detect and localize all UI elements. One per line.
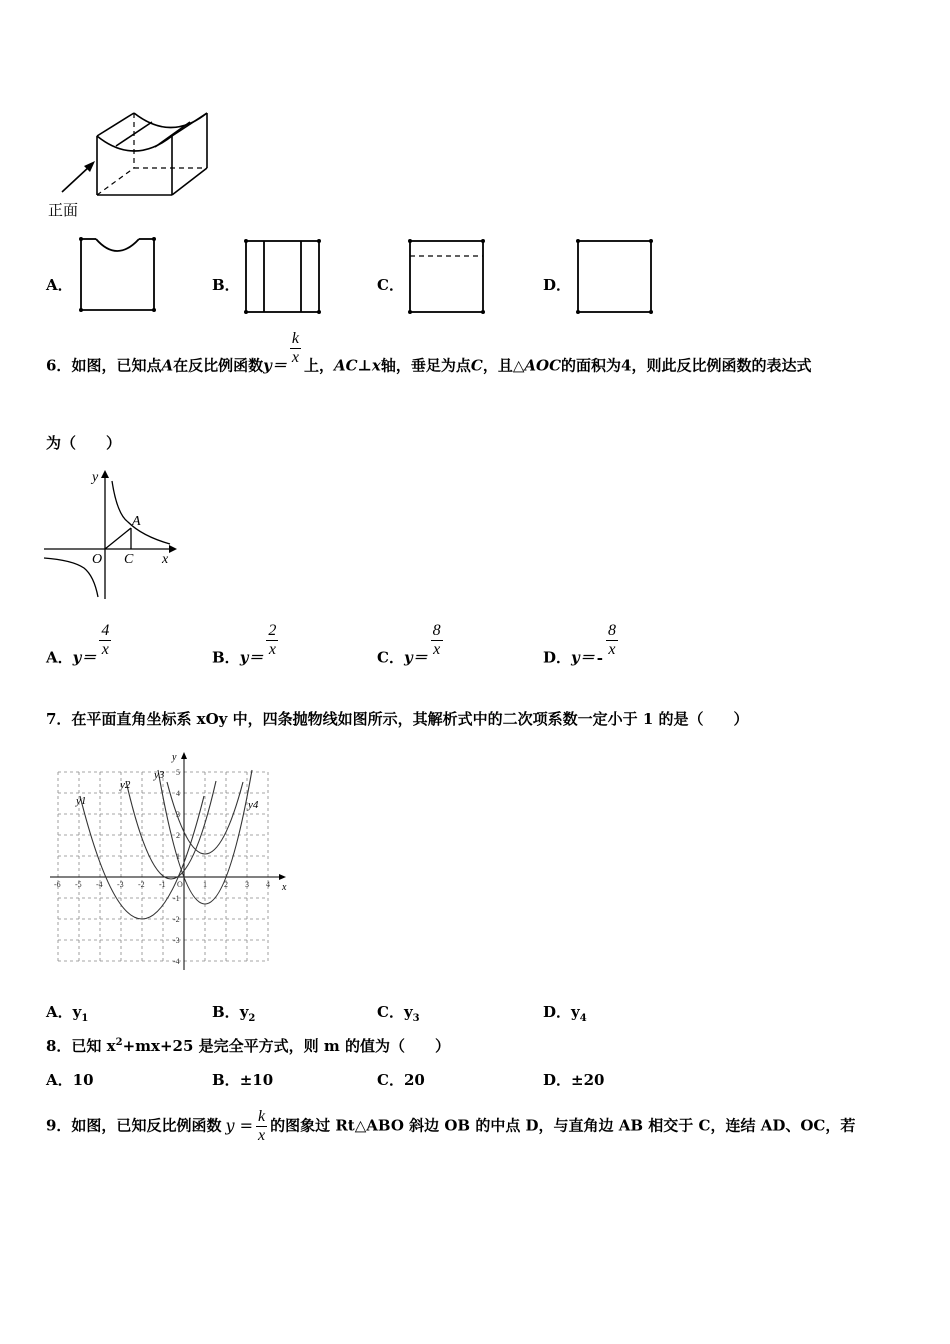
q7-xtick: 3 bbox=[245, 880, 249, 889]
q6-text-3: 上， bbox=[303, 356, 334, 375]
q6-ac-perp: AC⊥x bbox=[333, 356, 381, 375]
q7-ytick: 1 bbox=[176, 852, 180, 861]
q7-xtick: -4 bbox=[96, 880, 103, 889]
q7-option-a-sub: 1 bbox=[81, 1013, 89, 1024]
q6-option-c[interactable] bbox=[377, 622, 446, 677]
q6-text-4: 轴，垂足为点 bbox=[380, 356, 471, 375]
q7-option-a-var: y bbox=[72, 1003, 82, 1021]
q6-option-d-lhs: y＝ bbox=[571, 648, 595, 667]
q7-option-b[interactable] bbox=[212, 1001, 255, 1024]
q7-graph-y2-label: y2 bbox=[120, 779, 131, 791]
q7-ytick: -2 bbox=[173, 915, 180, 924]
q6-option-d-num: 8 bbox=[607, 622, 616, 639]
hyperbola-branch-1 bbox=[112, 481, 170, 544]
q6-stem bbox=[46, 330, 812, 385]
q7-xtick: -1 bbox=[159, 880, 166, 889]
q7-graph-y3-label: y3 bbox=[154, 769, 165, 781]
q6-func-y: y＝ bbox=[263, 356, 287, 375]
q7-ytick: 3 bbox=[176, 810, 180, 819]
q7-xtick: 1 bbox=[203, 880, 207, 889]
q7-graph-y-label: y bbox=[172, 752, 177, 763]
q7-option-c[interactable] bbox=[377, 1001, 420, 1024]
q9-frac-den: x bbox=[257, 1127, 266, 1144]
q7-option-d-var: y bbox=[571, 1003, 580, 1021]
q5-option-c-label[interactable]: C． bbox=[377, 276, 404, 294]
q9-func-y: y = bbox=[225, 1115, 253, 1135]
q7-xtick: -6 bbox=[54, 880, 61, 889]
q6-option-c-letter: C． bbox=[377, 648, 404, 667]
q8-option-b-value: ±10 bbox=[239, 1071, 274, 1089]
q6-option-d-den: x bbox=[608, 641, 616, 658]
q6-option-b-lhs: y＝ bbox=[239, 648, 264, 667]
q6-point-a: A bbox=[161, 356, 174, 375]
q7-option-d-sub: 4 bbox=[579, 1013, 587, 1024]
q6-fraction bbox=[290, 330, 301, 367]
q6-point-c: C bbox=[470, 356, 483, 375]
q6-graph-x-label: x bbox=[162, 552, 169, 567]
q6-option-c-den: x bbox=[433, 641, 441, 658]
q7-ytick: -1 bbox=[173, 894, 180, 903]
q6-option-a-num: 4 bbox=[101, 622, 110, 639]
q8-option-c-letter: C． bbox=[377, 1071, 404, 1089]
q8-option-d-letter: D． bbox=[543, 1071, 572, 1089]
q6-option-b-den: x bbox=[268, 641, 276, 658]
q6-graph-c-label: C bbox=[124, 552, 134, 567]
q9-stem bbox=[46, 1108, 855, 1145]
q6-graph-y-label: y bbox=[92, 470, 99, 485]
q7-ytick: 2 bbox=[176, 831, 180, 840]
q5-option-a-label[interactable]: A． bbox=[46, 276, 73, 294]
q6-option-a[interactable] bbox=[46, 622, 114, 677]
q6-graph-o-label: O bbox=[92, 552, 103, 567]
q5-option-d-figure[interactable] bbox=[573, 236, 657, 316]
q6-option-d-fraction bbox=[606, 622, 618, 659]
q9-frac-num: k bbox=[257, 1108, 266, 1125]
q8-option-b-letter: B． bbox=[212, 1071, 240, 1089]
q6-text-6: 的面积为4，则此反比例函数的表达式 bbox=[561, 356, 812, 375]
q7-parabola-graph bbox=[46, 748, 296, 976]
q7-xtick: 4 bbox=[266, 880, 270, 889]
q7-xtick: -3 bbox=[117, 880, 124, 889]
q8-option-a-letter: A． bbox=[46, 1071, 73, 1089]
q9-text-1: 9．如图，已知反比例函数 bbox=[46, 1116, 222, 1135]
q6-stem-line2: 为（ ） bbox=[46, 434, 122, 452]
q8-text-1: 8．已知 x bbox=[46, 1037, 116, 1055]
q6-option-c-lhs: y＝ bbox=[403, 648, 428, 667]
q9-text-2: 的图象过 Rt△ABO 斜边 OB 的中点 D，与直角边 AB 相交于 C，连结 AD、OC，若 bbox=[270, 1116, 856, 1135]
q5-option-c-figure[interactable] bbox=[405, 236, 489, 316]
q6-option-d[interactable] bbox=[543, 622, 621, 677]
q6-option-b-num: 2 bbox=[268, 622, 277, 639]
q7-ytick: -3 bbox=[173, 936, 180, 945]
q8-superscript: 2 bbox=[115, 1037, 123, 1048]
q8-option-d[interactable] bbox=[543, 1069, 604, 1090]
q8-option-a[interactable] bbox=[46, 1069, 94, 1090]
q5-option-b-label[interactable]: B． bbox=[212, 276, 240, 294]
q6-frac-num: k bbox=[291, 330, 299, 347]
q6-text-2: 在反比例函数 bbox=[173, 356, 264, 375]
q7-xtick: -5 bbox=[75, 880, 82, 889]
q6-graph-a-label: A bbox=[132, 514, 141, 529]
q7-stem: 7．在平面直角坐标系 xOy 中，四条抛物线如图所示，其解析式中的二次项系数一定小于 1 的是（ ） bbox=[46, 710, 749, 728]
q6-option-a-fraction bbox=[99, 622, 111, 659]
q8-stem bbox=[46, 1035, 450, 1056]
q7-option-b-letter: B． bbox=[212, 1003, 240, 1021]
q5-option-d-label[interactable]: D． bbox=[543, 276, 572, 294]
q7-ytick: 5 bbox=[176, 768, 180, 777]
q7-option-b-sub: 2 bbox=[248, 1013, 256, 1024]
q6-option-a-lhs: y＝ bbox=[72, 648, 97, 667]
q7-xtick-origin: O bbox=[177, 880, 183, 889]
q6-option-a-letter: A． bbox=[46, 648, 73, 667]
q7-option-d-letter: D． bbox=[543, 1003, 572, 1021]
q6-text-5: ，且△ bbox=[482, 356, 525, 375]
q5-option-b-figure[interactable] bbox=[241, 236, 325, 316]
q8-option-a-value: 10 bbox=[72, 1071, 94, 1089]
q7-option-d[interactable] bbox=[543, 1001, 587, 1024]
q6-hyperbola-graph bbox=[42, 464, 182, 604]
q7-ytick: -4 bbox=[173, 957, 180, 966]
q6-text-1: 如图，已知点 bbox=[71, 356, 162, 375]
q6-option-d-sign: - bbox=[596, 648, 603, 667]
q6-frac-den: x bbox=[291, 349, 299, 366]
q8-option-d-value: ±20 bbox=[571, 1071, 605, 1089]
q7-option-b-var: y bbox=[239, 1003, 249, 1021]
q6-option-c-fraction bbox=[431, 622, 443, 659]
q6-option-a-den: x bbox=[101, 641, 109, 658]
hyperbola-branch-2 bbox=[44, 558, 98, 597]
q6-option-d-letter: D． bbox=[543, 648, 572, 667]
q7-option-c-sub: 3 bbox=[412, 1013, 420, 1024]
q7-graph-y4-label: y4 bbox=[248, 799, 259, 811]
q6-option-b-fraction bbox=[266, 622, 278, 659]
q8-text-2: +mx+25 是完全平方式，则 m 的值为（ ） bbox=[122, 1037, 450, 1055]
q9-fraction bbox=[256, 1108, 267, 1145]
q6-option-c-num: 8 bbox=[432, 622, 441, 639]
q7-xtick: 2 bbox=[224, 880, 228, 889]
q7-graph-x-label: x bbox=[282, 882, 287, 893]
q6-number: 6． bbox=[46, 356, 72, 375]
q6-option-b[interactable] bbox=[212, 622, 281, 677]
front-view-label: 正面 bbox=[48, 201, 79, 219]
q7-xtick: -2 bbox=[138, 880, 145, 889]
q8-option-b[interactable] bbox=[212, 1069, 273, 1090]
q6-triangle: AOC bbox=[524, 356, 562, 375]
q7-option-a-letter: A． bbox=[46, 1003, 73, 1021]
q7-option-c-var: y bbox=[403, 1003, 413, 1021]
q7-option-a[interactable] bbox=[46, 1001, 88, 1024]
q7-graph-y1-label: y1 bbox=[76, 795, 87, 807]
q8-option-c-value: 20 bbox=[403, 1071, 425, 1089]
q6-option-b-letter: B． bbox=[212, 648, 240, 667]
q7-ytick: 4 bbox=[176, 789, 180, 798]
q8-option-c[interactable] bbox=[377, 1069, 425, 1090]
q7-option-c-letter: C． bbox=[377, 1003, 404, 1021]
q5-option-a-figure[interactable] bbox=[76, 234, 160, 316]
